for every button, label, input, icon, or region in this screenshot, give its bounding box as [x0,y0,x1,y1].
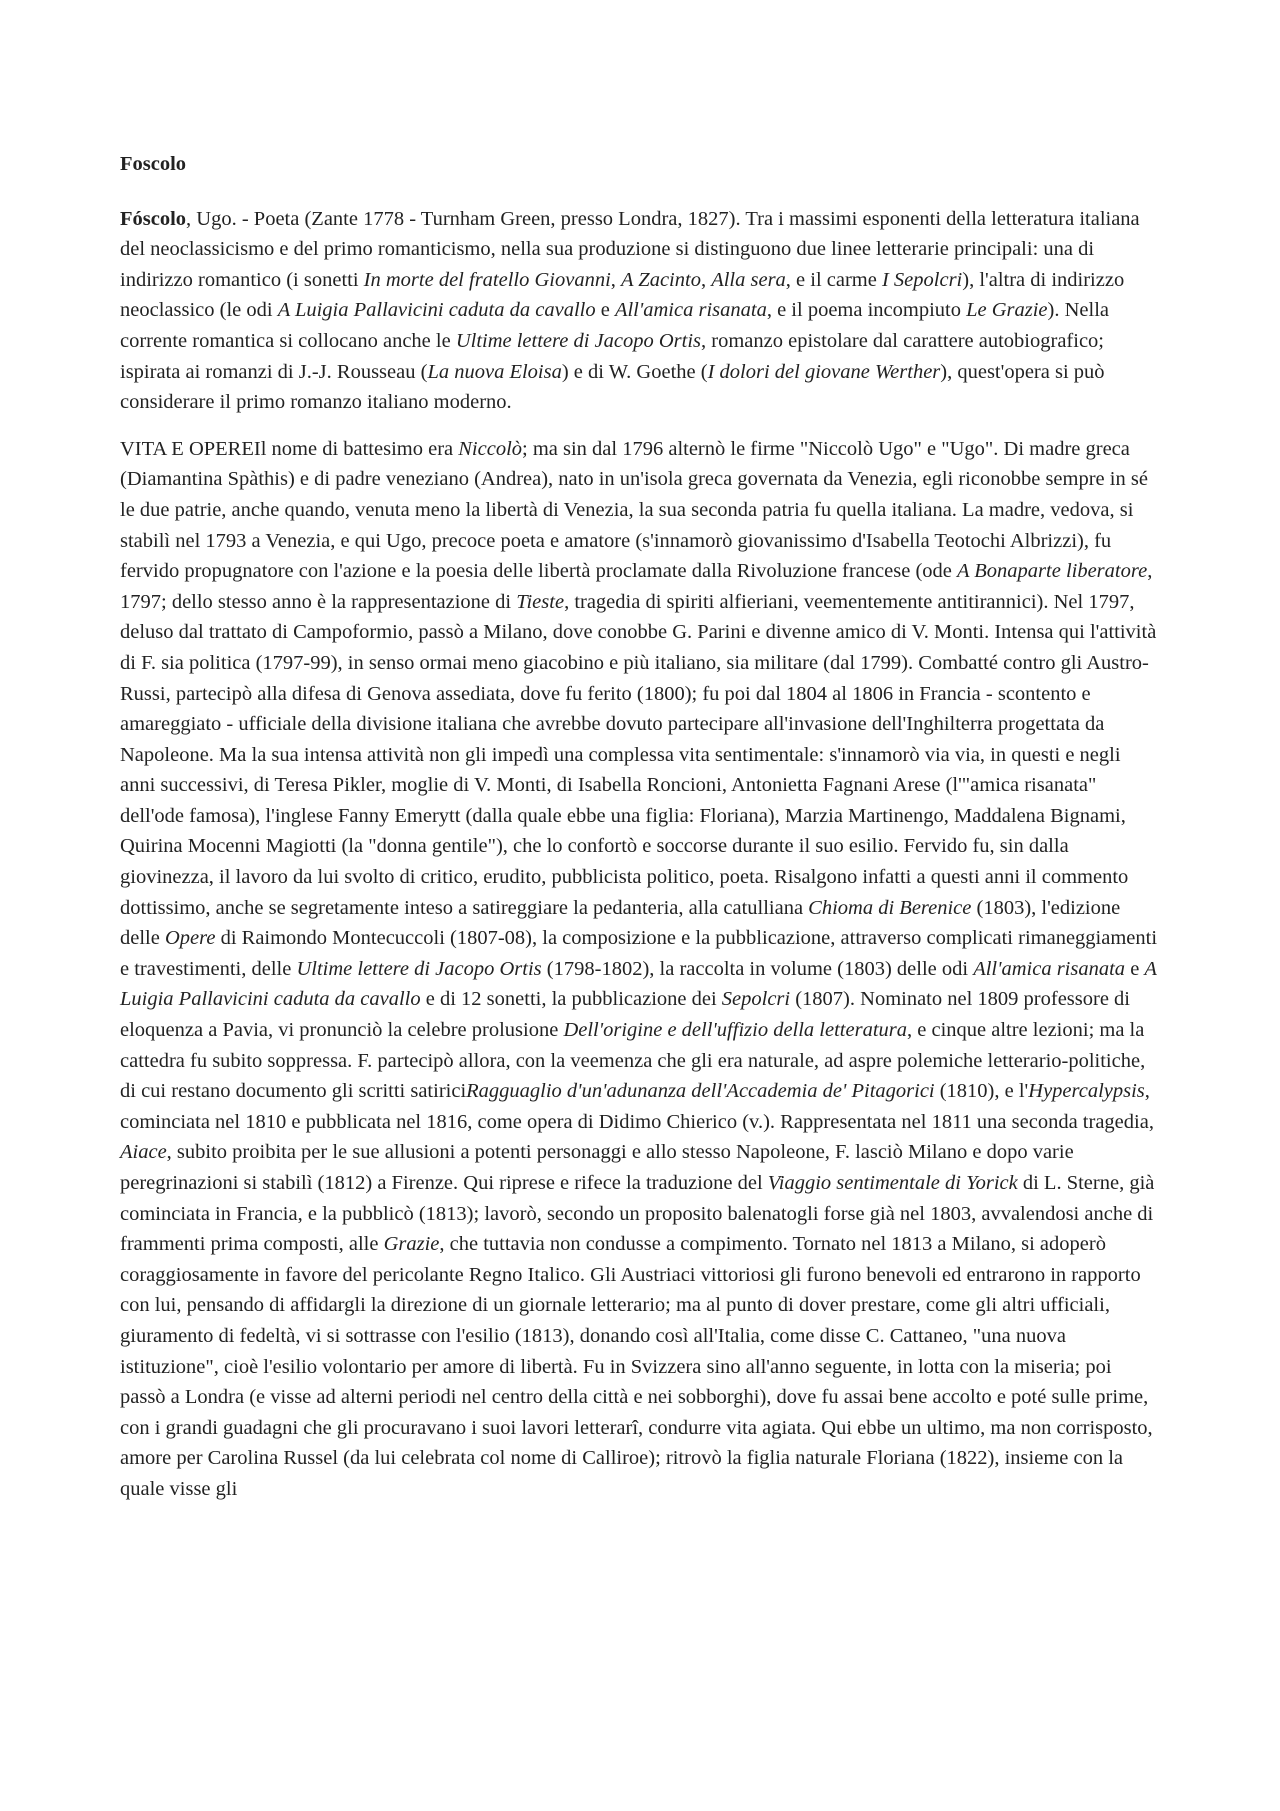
text-run: di L. Sterne, già cominciata in Francia, e la pubblicò (1813); lavorò, secondo un proposito balenatogli forse già nel 1803, avvalendosi anche di frammenti prima composti, alle [120,1172,1155,1256]
italic-text: Dell'origine e dell'uffizio della letteratura [563,1019,907,1042]
text-run: , e il carme [785,268,882,291]
italic-text: Alla sera [711,268,786,291]
italic-text: Niccolò [458,437,523,460]
text-run: , subito proibita per le sue allusioni a potenti personaggi e allo stesso Napoleone, F. lasciò Milano e dopo varie peregrinazioni si stabilì (1812) a Firenze. Qui riprese e rifece la traduzione del [120,1141,1074,1194]
italic-text: A Luigia Pallavicini caduta da cavallo [120,957,1157,1011]
text-run: e di 12 sonetti, la pubblicazione dei [420,988,722,1011]
text-run: , Ugo. - Poeta (Zante 1778 - Turnham Green, presso Londra, 1827). Tra i massimi esponenti della letteratura italiana del neoclassicismo e del primo romanticismo, nella sua produzione si distinguono due linee letterarie principali: una di indirizzo romantico (i sonetti [120,207,1140,291]
italic-text: La nuova Eloisa [427,360,562,383]
bold-text: Fóscolo [120,207,187,230]
italic-text: A Bonaparte liberatore [957,560,1148,583]
italic-text: In morte del fratello Giovanni [363,268,611,291]
text-run: (1803), l'edizione delle [120,896,1121,950]
text-run: , e il poema incompiuto [766,299,967,322]
italic-text: Sepolcri [721,988,791,1011]
text-run: (1807). Nominato nel 1809 professore di eloquenza a Pavia, vi pronunciò la celebre prolusione [120,988,1131,1042]
italic-text: A Zacinto [621,268,701,291]
text-run: ) e di W. Goethe ( [561,360,708,383]
text-run: ). Nella corrente romantica si collocano anche le [120,299,1110,352]
text-run: di Raimondo Montecuccoli (1807-08), la composizione e la pubblicazione, attraverso complicati rimaneggiamenti e travestimenti, delle [120,927,1158,980]
italic-text: All'amica risanata [973,957,1126,980]
biography-paragraph [120,434,1160,1505]
italic-text: Aiace [120,1141,167,1164]
intro-paragraph [120,204,1160,418]
italic-text: Grazie [383,1233,440,1256]
text-run: , tragedia di spiriti alfieriani, veementemente antitirannici). Nel 1797, deluso dal trattato di Campoformio, passò a Milano, dove conobbe G. Parini e divenne amico di V. Monti. Intensa qui l'attività di F. sia politica (1797-99), in senso ormai meno giacobino e più italiano, sia militare (dal 1799). Combatté contro gli Austro-Russi, partecipò alla difesa di Genova assediata, dove fu ferito (1800); fu poi dal 1804 al 1806 in Francia - scontento e amareggiato - ufficiale della divisione italiana che avrebbe dovuto partecipare all'invasione dell'Inghilterra progettata da Napoleone. Ma la sua intensa attività non gli impedì una complessa vita sentimentale: s'innamorò via via, in questi e negli anni successivi, di Teresa Pikler, moglie di V. Monti, di Isabella Roncioni, Antonietta Fagnani Arese (l'"amica risanata" dell'ode famosa), l'inglese Fanny Emerytt (dalla quale ebbe una figlia: Floriana), Marzia Martinengo, Maddalena Bignami, Quirina Mocenni Magiotti (la "donna gentile"), che lo confortò e soccorse durante il suo esilio. Fervido fu, sin dalla giovinezza, il lavoro da lui svolto di critico, erudito, pubblicista politico, poeta. Risalgono infatti a questi anni il commento dottissimo, anche se segretamente inteso a satireggiare la pedanteria, alla catulliana [120,590,1157,919]
text-run: , e cinque altre lezioni; ma la cattedra fu subito soppressa. F. partecipò allora, con la veemenza che gli era naturale, ad aspre polemiche letterario-politiche, di cui restano documento gli scritti satirici [120,1019,1146,1103]
text-run: VITA E OPEREIl nome di battesimo era [120,437,459,460]
text-run: ), quest'opera si può considerare il primo romanzo italiano moderno. [120,360,1105,414]
italic-text: Ragguaglio d'un'adunanza dell'Accademia de' Pitagorici [466,1080,935,1103]
italic-text: Ultime lettere di Jacopo Ortis [455,329,702,352]
text-run: , romanzo epistolare dal carattere autobiografico; ispirata ai romanzi di J.-J. Rousseau ( [120,329,1104,383]
italic-text: Viaggio sentimentale di Yorick [767,1172,1018,1194]
italic-text: I Sepolcri [881,268,963,291]
text-run: , [610,268,622,291]
text-run: , 1797; dello stesso anno è la rappresentazione di [120,560,1153,613]
text-run: ), l'altra di indirizzo neoclassico (le odi [120,268,1125,322]
italic-text: I dolori del giovane Werther [707,360,941,383]
italic-text: Tieste [516,590,565,613]
page-title: Foscolo [120,153,187,175]
text-run: e [595,299,615,322]
italic-text: Chioma di Berenice [808,896,972,919]
italic-text: Le Grazie [966,299,1048,322]
italic-text: A Luigia Pallavicini caduta da cavallo [277,299,596,322]
italic-text: Ultime lettere di Jacopo Ortis [296,957,542,980]
text-run: , [700,268,712,291]
italic-text: Hypercalypsis [1028,1080,1145,1103]
text-run: e [1125,957,1145,980]
text-run: (1798-1802), la raccolta in volume (1803) delle odi [541,957,974,980]
text-run: , che tuttavia non condusse a compimento. Tornato nel 1813 a Milano, si adoperò coraggiosamente in favore del pericolante Regno Italico. Gli Austriaci vittoriosi gli furono benevoli ed entrarono in rapporto con lui, pensando di affidargli la direzione di un giornale letterario; ma al punto di dover prestare, come gli altri ufficiali, giuramento di fedeltà, vi si sottrasse con l'esilio (1813), donando così all'Italia, come disse C. Cattaneo, "una nuova istituzione", cioè l'esilio volontario per amore di libertà. Fu in Svizzera sino all'anno seguente, in lotta con la miseria; poi passò a Londra (e visse ad alterni periodi nel centro della città e nei sobborghi), dove fu assai bene accolto e poté sulle prime, con i grandi guadagni che gli procuravano i suoi lavori letterarî, condurre vita agiata. Qui ebbe un ultimo, ma non corrisposto, amore per Carolina Russel (da lui celebrata col nome di Calliroe); ritrovò la figlia naturale Floriana (1822), insieme con la quale visse gli [120,1233,1153,1500]
italic-text: Opere [164,927,216,950]
text-run: , cominciata nel 1810 e pubblicata nel 1816, come opera di Didimo Chierico (v.). Rappresentata nel 1811 una seconda tragedia, [120,1080,1154,1133]
text-run: ; ma sin dal 1796 alternò le firme "Niccolò Ugo" e "Ugo". Di madre greca (Diamantina Spàthis) e di padre veneziano (Andrea), nato in un'isola greca governata da Venezia, egli riconobbe sempre in sé le due patrie, anche quando, venuta meno la libertà di Venezia, la sua seconda patria fu quella italiana. La madre, vedova, si stabilì nel 1793 a Venezia, e qui Ugo, precoce poeta e amatore (s'innamorò giovanissimo d'Isabella Teotochi Albrizzi), fu fervido propugnatore con l'azione e la poesia delle libertà proclamate dalla Rivoluzione francese (ode [120,437,1148,583]
text-run: (1810), e l' [934,1080,1029,1103]
italic-text: All'amica risanata [614,299,767,322]
